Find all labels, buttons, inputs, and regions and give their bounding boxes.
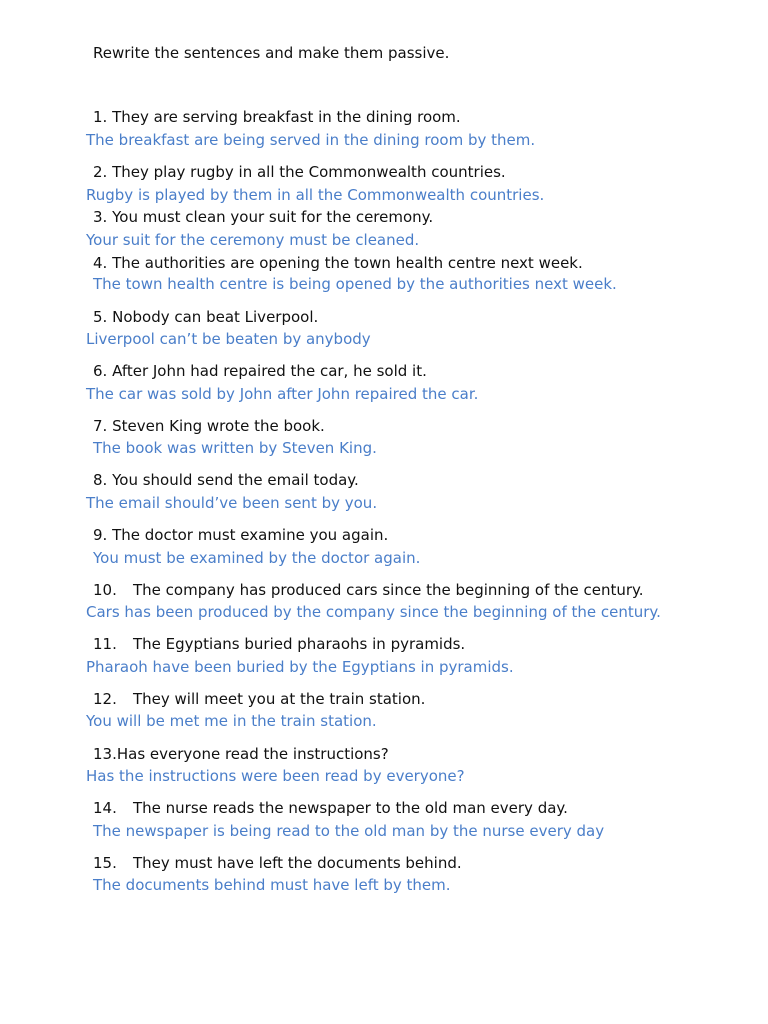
question-number: 9. — [93, 526, 108, 544]
question-number: 6. — [93, 362, 108, 380]
question-5 — [93, 307, 318, 327]
question-text: You must clean your suit for the ceremony. — [112, 208, 434, 226]
answer-13: Has the instructions were been read by everyone? — [86, 767, 465, 785]
question-text: They must have left the documents behind. — [133, 854, 462, 872]
answer-4: The town health centre is being opened by the authorities next week. — [93, 275, 617, 293]
question-text: After John had repaired the car, he sold it. — [112, 362, 427, 380]
question-number: 4. — [93, 254, 108, 272]
question-15 — [93, 853, 462, 873]
answer-15: The documents behind must have left by them. — [93, 876, 451, 894]
answer-5: Liverpool can’t be beaten by anybody — [86, 330, 371, 348]
question-number: 13. — [93, 745, 117, 763]
question-number: 12. — [93, 690, 117, 708]
question-3 — [93, 207, 433, 227]
question-number: 1. — [93, 108, 108, 126]
question-6 — [93, 361, 427, 381]
question-text: The nurse reads the newspaper to the old man every day. — [133, 799, 568, 817]
question-number: 5. — [93, 308, 108, 326]
question-11 — [93, 634, 465, 654]
question-text: Steven King wrote the book. — [112, 417, 325, 435]
question-text: The doctor must examine you again. — [112, 526, 389, 544]
question-12 — [93, 689, 425, 709]
question-text: They play rugby in all the Commonwealth countries. — [112, 163, 506, 181]
question-1 — [93, 107, 461, 127]
answer-12: You will be met me in the train station. — [86, 712, 377, 730]
question-text: Nobody can beat Liverpool. — [112, 308, 319, 326]
question-number: 7. — [93, 417, 108, 435]
question-2 — [93, 162, 506, 182]
question-9 — [93, 525, 388, 545]
answer-2: Rugby is played by them in all the Commonwealth countries. — [86, 186, 545, 204]
question-number: 8. — [93, 471, 108, 489]
answer-6: The car was sold by John after John repaired the car. — [86, 385, 479, 403]
question-text: You should send the email today. — [112, 471, 359, 489]
question-10 — [93, 580, 644, 600]
question-8 — [93, 470, 359, 490]
question-14 — [93, 798, 568, 818]
question-text: The company has produced cars since the beginning of the century. — [133, 581, 644, 599]
answer-1: The breakfast are being served in the dining room by them. — [86, 131, 536, 149]
answer-3: Your suit for the ceremony must be cleaned. — [86, 231, 420, 249]
question-number: 10. — [93, 581, 117, 599]
answer-7: The book was written by Steven King. — [93, 439, 377, 457]
question-number: 3. — [93, 208, 108, 226]
answer-14: The newspaper is being read to the old man by the nurse every day — [93, 822, 605, 840]
answer-9: You must be examined by the doctor again. — [93, 549, 421, 567]
answer-8: The email should’ve been sent by you. — [86, 494, 378, 512]
question-text: The Egyptians buried pharaohs in pyramids. — [133, 635, 466, 653]
instruction-text: Rewrite the sentences and make them passive. — [93, 44, 450, 62]
question-7 — [93, 416, 325, 436]
question-text: Has everyone read the instructions? — [116, 745, 389, 763]
answer-10: Cars has been produced by the company since the beginning of the century. — [86, 603, 661, 621]
question-number: 11. — [93, 635, 117, 653]
question-text: They will meet you at the train station. — [133, 690, 426, 708]
question-text: The authorities are opening the town health centre next week. — [112, 254, 583, 272]
question-text: They are serving breakfast in the dining room. — [112, 108, 461, 126]
question-4 — [93, 253, 583, 273]
question-number: 15. — [93, 854, 117, 872]
answer-11: Pharaoh have been buried by the Egyptians in pyramids. — [86, 658, 514, 676]
question-number: 14. — [93, 799, 117, 817]
question-13 — [93, 744, 389, 764]
question-number: 2. — [93, 163, 108, 181]
